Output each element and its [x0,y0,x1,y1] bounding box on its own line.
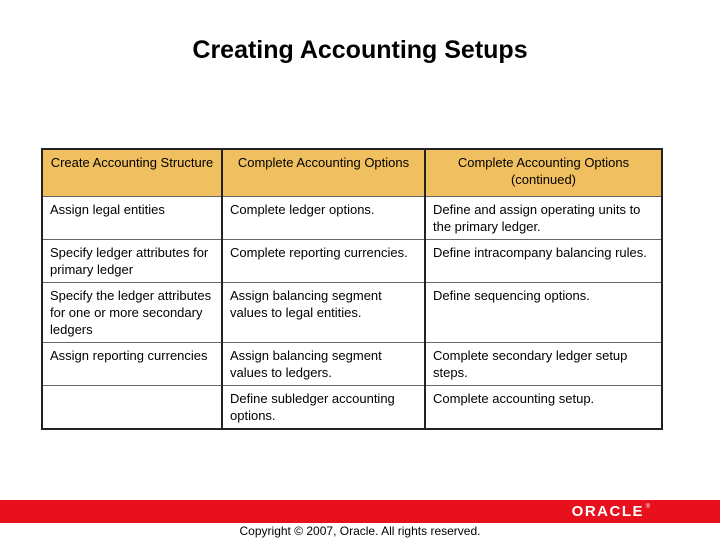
setup-table [41,148,663,430]
table-header-row [42,149,662,197]
header-complete-accounting-options: Complete Accounting Options [222,149,425,197]
table-cell: Define intracompany balancing rules. [425,240,662,283]
slide-title: Creating Accounting Setups [192,36,528,64]
table-cell: Complete accounting setup. [425,386,662,430]
registered-mark: ® [645,504,650,510]
table-row [42,386,662,430]
table-cell-empty [42,386,222,430]
table-cell: Define subledger accounting options. [222,386,425,430]
table-cell: Specify the ledger attributes for one or more secondary ledgers [42,283,222,343]
table-cell: Assign balancing segment values to legal entities. [222,283,425,343]
table-row [42,197,662,240]
header-create-accounting-structure: Create Accounting Structure [42,149,222,197]
table-cell: Define sequencing options. [425,283,662,343]
table-row [42,240,662,283]
table-cell: Define and assign operating units to the primary ledger. [425,197,662,240]
header-complete-accounting-options-continued: Complete Accounting Options (continued) [425,149,662,197]
table-cell: Assign legal entities [42,197,222,240]
table-cell: Complete ledger options. [222,197,425,240]
table-row [42,343,662,386]
table-cell: Complete secondary ledger setup steps. [425,343,662,386]
table-cell: Complete reporting currencies. [222,240,425,283]
table-cell: Assign reporting currencies [42,343,222,386]
table-row [42,283,662,343]
table-cell: Specify ledger attributes for primary ledger [42,240,222,283]
table-cell: Assign balancing segment values to ledgers. [222,343,425,386]
oracle-logo: ORACLE [571,503,644,520]
copyright-text: Copyright © 2007, Oracle. All rights reserved. [234,523,487,540]
copyright-footer [0,523,720,540]
